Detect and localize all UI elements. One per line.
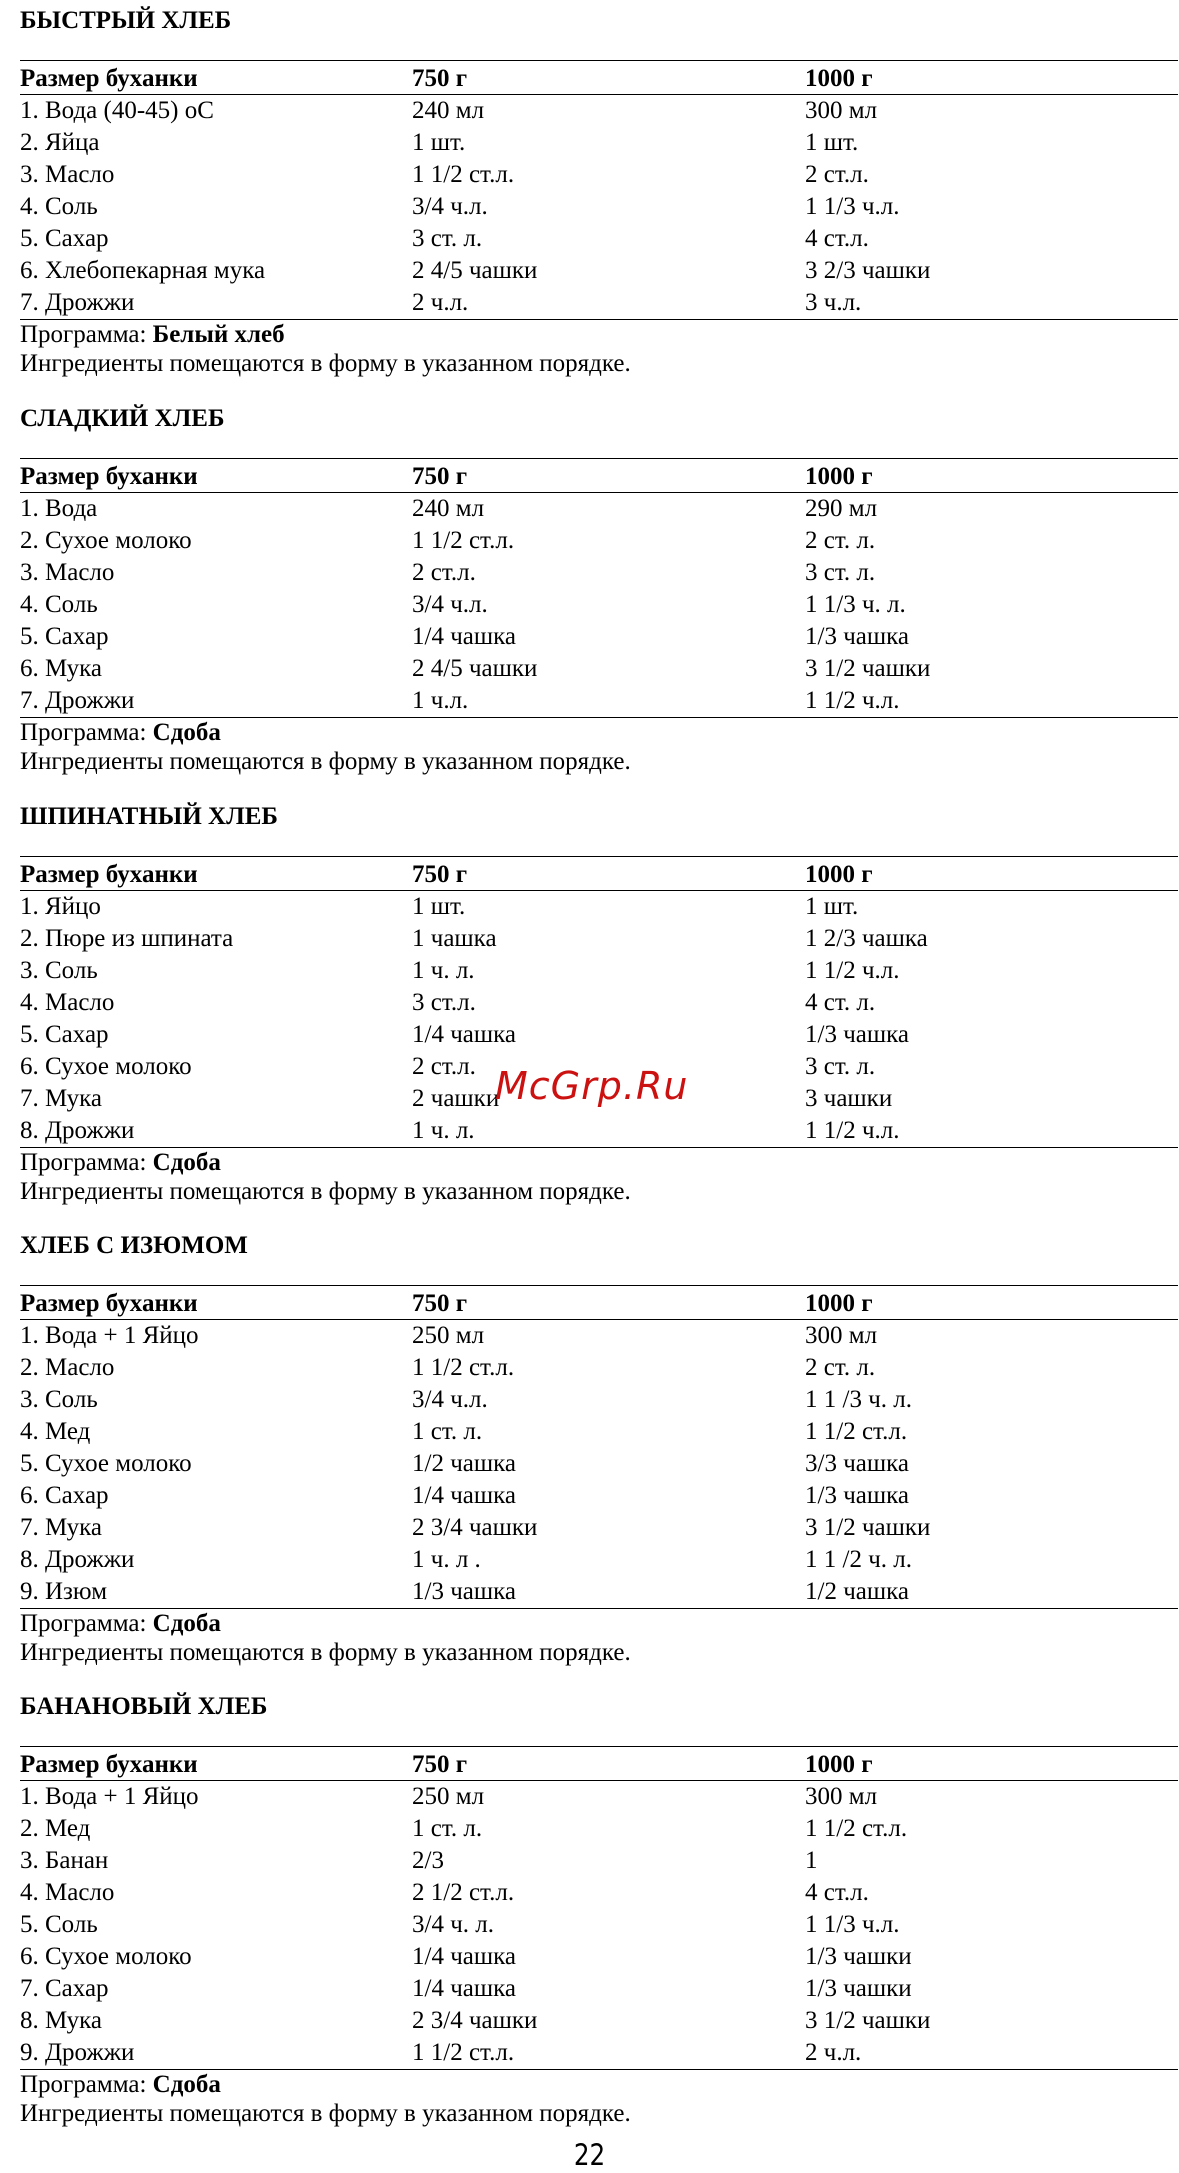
table-cell: 290 мл (805, 495, 878, 522)
table-row (20, 1877, 1178, 1909)
table-cell: 2 ч.л. (805, 2039, 862, 2066)
ingredients-table (20, 60, 1178, 320)
table-cell: 4. Мед (20, 1418, 91, 1445)
table-cell: 3 чашки (805, 1085, 893, 1112)
table-cell: 6. Сухое молоко (20, 1943, 192, 1970)
table-cell: 1 шт. (805, 893, 859, 920)
program-label: Программа: (20, 321, 147, 348)
table-cell: 1/3 чашки (805, 1943, 912, 1970)
table-cell: 3/4 ч.л. (412, 193, 488, 220)
instruction-note: Ингредиенты помещаются в форму в указанном порядке. (20, 748, 631, 775)
table-row (20, 621, 1178, 653)
program-line (20, 1148, 1178, 1177)
table-cell: 1 ч. л. (412, 957, 475, 984)
table-cell: 1 1/2 ст.л. (412, 2039, 515, 2066)
table-cell: 5. Соль (20, 1911, 98, 1938)
table-cell: 1. Вода + 1 Яйцо (20, 1322, 199, 1349)
table-row (20, 1480, 1178, 1512)
table-cell: 1/3 чашки (805, 1975, 912, 2002)
table-row (20, 159, 1178, 191)
table-header-row (20, 857, 1178, 891)
table-row (20, 1512, 1178, 1544)
table-header-cell: 1000 г (805, 463, 873, 490)
recipe-title: БАНАНОВЫЙ ХЛЕБ (20, 1693, 268, 1720)
table-cell: 3 ст. л. (412, 225, 483, 252)
table-cell: 2 ст.л. (412, 1053, 476, 1080)
table-row (20, 1941, 1178, 1973)
recipe-title: СЛАДКИЙ ХЛЕБ (20, 405, 225, 432)
table-row (20, 2005, 1178, 2037)
table-cell: 1/2 чашка (412, 1450, 516, 1477)
table-cell: 300 мл (805, 1783, 878, 1810)
table-header-cell: 750 г (412, 463, 468, 490)
table-cell: 3 ч.л. (805, 289, 862, 316)
table-cell: 5. Сухое молоко (20, 1450, 192, 1477)
table-header-row (20, 1747, 1178, 1781)
table-row (20, 1352, 1178, 1384)
table-cell: 1/3 чашка (805, 1482, 909, 1509)
table-cell: 1 1/2 ст.л. (805, 1815, 908, 1842)
table-cell: 2 чашки (412, 1085, 500, 1112)
table-cell: 1 ст. л. (412, 1418, 483, 1445)
table-cell: 3. Банан (20, 1847, 109, 1874)
recipe-section (20, 1686, 1178, 2128)
table-cell: 1 1 /2 ч. л. (805, 1546, 912, 1573)
table-row (20, 255, 1178, 287)
table-row (20, 891, 1178, 923)
table-header-cell: 750 г (412, 1290, 468, 1317)
table-cell: 9. Изюм (20, 1578, 108, 1605)
table-cell: 3. Соль (20, 1386, 98, 1413)
table-cell: 1 ч. л. (412, 1117, 475, 1144)
table-cell: 3. Соль (20, 957, 98, 984)
table-header-cell: 750 г (412, 861, 468, 888)
table-cell: 4. Соль (20, 193, 98, 220)
table-cell: 1 (805, 1847, 818, 1874)
table-row (20, 1845, 1178, 1877)
table-cell: 6. Сухое молоко (20, 1053, 192, 1080)
table-cell: 1/3 чашка (805, 623, 909, 650)
table-cell: 1 ч.л. (412, 687, 469, 714)
table-row (20, 287, 1178, 319)
table-row (20, 589, 1178, 621)
program-line (20, 718, 1178, 747)
table-cell: 1/4 чашка (412, 1943, 516, 1970)
table-row (20, 653, 1178, 685)
table-row (20, 557, 1178, 589)
table-row (20, 685, 1178, 717)
table-cell: 2 ст. л. (805, 527, 876, 554)
table-cell: 3/4 ч. л. (412, 1911, 494, 1938)
recipe-section (20, 0, 1178, 378)
program-label: Программа: (20, 1149, 147, 1176)
table-cell: 7. Дрожжи (20, 687, 135, 714)
table-cell: 7. Мука (20, 1514, 102, 1541)
table-cell: 6. Мука (20, 655, 102, 682)
table-cell: 1/4 чашка (412, 623, 516, 650)
table-row (20, 1544, 1178, 1576)
table-cell: 250 мл (412, 1783, 485, 1810)
table-cell: 1 1/2 ст.л. (805, 1418, 908, 1445)
table-cell: 1/4 чашка (412, 1021, 516, 1048)
table-cell: 1/4 чашка (412, 1482, 516, 1509)
program-label: Программа: (20, 2071, 147, 2098)
table-header-cell: 750 г (412, 1751, 468, 1778)
table-row (20, 493, 1178, 525)
table-row (20, 987, 1178, 1019)
table-cell: 1 шт. (412, 893, 466, 920)
table-header-cell: 1000 г (805, 1290, 873, 1317)
table-header-row (20, 459, 1178, 493)
table-row (20, 1781, 1178, 1813)
program-line (20, 320, 1178, 349)
table-cell: 300 мл (805, 97, 878, 124)
table-cell: 4. Масло (20, 1879, 115, 1906)
program-label: Программа: (20, 1610, 147, 1637)
table-cell: 3 1/2 чашки (805, 1514, 931, 1541)
table-cell: 1 1/3 ч. л. (805, 591, 906, 618)
ingredients-table (20, 1285, 1178, 1609)
table-cell: 3 2/3 чашки (805, 257, 931, 284)
table-cell: 2 4/5 чашки (412, 655, 538, 682)
recipe-title: БЫСТРЫЙ ХЛЕБ (20, 7, 232, 34)
table-cell: 3/4 ч.л. (412, 591, 488, 618)
table-header-cell: Размер буханки (20, 1751, 198, 1778)
table-cell: 1 шт. (805, 129, 859, 156)
table-header-cell: 1000 г (805, 65, 873, 92)
table-cell: 3 1/2 чашки (805, 2007, 931, 2034)
table-cell: 8. Дрожжи (20, 1546, 135, 1573)
table-header-row (20, 61, 1178, 95)
table-row (20, 1813, 1178, 1845)
table-cell: 7. Дрожжи (20, 289, 135, 316)
program-value: Сдоба (152, 1610, 221, 1637)
table-cell: 2 ст.л. (805, 161, 869, 188)
table-cell: 2/3 (412, 1847, 444, 1874)
table-cell: 2 4/5 чашки (412, 257, 538, 284)
table-cell: 6. Хлебопекарная мука (20, 257, 266, 284)
table-cell: 3 ст.л. (412, 989, 476, 1016)
ingredients-table (20, 458, 1178, 718)
program-line (20, 1609, 1178, 1638)
table-row (20, 191, 1178, 223)
table-cell: 1 1/2 ч.л. (805, 687, 900, 714)
table-cell: 1/3 чашка (805, 1021, 909, 1048)
table-row (20, 1416, 1178, 1448)
table-cell: 4. Соль (20, 591, 98, 618)
table-row (20, 2037, 1178, 2069)
table-cell: 1 1/3 ч.л. (805, 193, 900, 220)
table-row (20, 525, 1178, 557)
table-header-cell: 1000 г (805, 861, 873, 888)
table-cell: 2 3/4 чашки (412, 1514, 538, 1541)
table-header-cell: Размер буханки (20, 861, 198, 888)
table-cell: 250 мл (412, 1322, 485, 1349)
instruction-note: Ингредиенты помещаются в форму в указанном порядке. (20, 1639, 631, 1666)
table-cell: 300 мл (805, 1322, 878, 1349)
table-cell: 8. Дрожжи (20, 1117, 135, 1144)
table-cell: 1 чашка (412, 925, 497, 952)
table-cell: 6. Сахар (20, 1482, 109, 1509)
table-row (20, 95, 1178, 127)
table-cell: 1/2 чашка (805, 1578, 909, 1605)
table-cell: 3 ст. л. (805, 559, 876, 586)
table-cell: 240 мл (412, 495, 485, 522)
table-cell: 1 1/3 ч.л. (805, 1911, 900, 1938)
program-value: Сдоба (152, 719, 221, 746)
table-cell: 1. Вода (40-45) оС (20, 97, 214, 124)
table-header-row (20, 1286, 1178, 1320)
table-cell: 2 3/4 чашки (412, 2007, 538, 2034)
table-row (20, 223, 1178, 255)
table-header-cell: 750 г (412, 65, 468, 92)
table-cell: 8. Мука (20, 2007, 102, 2034)
table-cell: 1 1 /3 ч. л. (805, 1386, 912, 1413)
table-cell: 1. Вода (20, 495, 98, 522)
recipe-section (20, 1225, 1178, 1667)
program-value: Сдоба (152, 1149, 221, 1176)
table-cell: 4 ст. л. (805, 989, 876, 1016)
table-cell: 2 ст.л. (412, 559, 476, 586)
page-number: 22 (573, 2138, 606, 2172)
table-cell: 1 2/3 чашка (805, 925, 928, 952)
table-row (20, 1576, 1178, 1608)
recipe-title: ШПИНАТНЫЙ ХЛЕБ (20, 803, 278, 830)
program-value: Сдоба (152, 2071, 221, 2098)
table-cell: 1 1/2 ч.л. (805, 1117, 900, 1144)
recipe-title: ХЛЕБ С ИЗЮМОМ (20, 1232, 248, 1259)
table-header-cell: Размер буханки (20, 1290, 198, 1317)
recipe-section (20, 796, 1178, 1206)
table-cell: 3/4 ч.л. (412, 1386, 488, 1413)
table-cell: 2 1/2 ст.л. (412, 1879, 515, 1906)
table-row (20, 127, 1178, 159)
table-cell: 4. Масло (20, 989, 115, 1016)
program-label: Программа: (20, 719, 147, 746)
table-cell: 1 ч. л . (412, 1546, 481, 1573)
table-cell: 3 1/2 чашки (805, 655, 931, 682)
table-cell: 2 ч.л. (412, 289, 469, 316)
table-cell: 7. Сахар (20, 1975, 109, 2002)
table-cell: 1 1/2 ст.л. (412, 527, 515, 554)
table-row (20, 1909, 1178, 1941)
table-cell: 5. Сахар (20, 225, 109, 252)
table-cell: 3 ст. л. (805, 1053, 876, 1080)
table-row (20, 955, 1178, 987)
instruction-note: Ингредиенты помещаются в форму в указанном порядке. (20, 2100, 631, 2127)
table-cell: 1. Яйцо (20, 893, 101, 920)
table-cell: 2. Сухое молоко (20, 527, 192, 554)
table-cell: 1. Вода + 1 Яйцо (20, 1783, 199, 1810)
table-header-cell: Размер буханки (20, 463, 198, 490)
table-row (20, 1115, 1178, 1147)
table-cell: 1 ст. л. (412, 1815, 483, 1842)
table-header-cell: 1000 г (805, 1751, 873, 1778)
watermark-text: McGrp.Ru (495, 1064, 689, 1108)
table-cell: 2. Яйца (20, 129, 100, 156)
table-cell: 2. Масло (20, 1354, 115, 1381)
table-cell: 5. Сахар (20, 623, 109, 650)
table-row (20, 1448, 1178, 1480)
table-row (20, 923, 1178, 955)
instruction-note: Ингредиенты помещаются в форму в указанном порядке. (20, 350, 631, 377)
table-cell: 3. Масло (20, 161, 115, 188)
table-row (20, 1019, 1178, 1051)
table-cell: 1 шт. (412, 129, 466, 156)
table-cell: 4 ст.л. (805, 225, 869, 252)
table-cell: 1 1/2 ст.л. (412, 161, 515, 188)
table-cell: 240 мл (412, 97, 485, 124)
table-cell: 9. Дрожжи (20, 2039, 135, 2066)
table-header-cell: Размер буханки (20, 65, 198, 92)
table-cell: 1/4 чашка (412, 1975, 516, 2002)
table-cell: 2 ст. л. (805, 1354, 876, 1381)
instruction-note: Ингредиенты помещаются в форму в указанном порядке. (20, 1178, 631, 1205)
table-cell: 5. Сахар (20, 1021, 109, 1048)
table-cell: 1 1/2 ст.л. (412, 1354, 515, 1381)
table-row (20, 1384, 1178, 1416)
table-cell: 7. Мука (20, 1085, 102, 1112)
table-row (20, 1973, 1178, 2005)
table-cell: 2. Пюре из шпината (20, 925, 234, 952)
table-cell: 3. Масло (20, 559, 115, 586)
recipe-section (20, 398, 1178, 776)
program-value: Белый хлеб (152, 321, 285, 348)
table-cell: 1 1/2 ч.л. (805, 957, 900, 984)
table-cell: 2. Мед (20, 1815, 91, 1842)
table-row (20, 1320, 1178, 1352)
table-cell: 4 ст.л. (805, 1879, 869, 1906)
program-line (20, 2070, 1178, 2099)
ingredients-table (20, 1746, 1178, 2070)
table-cell: 3/3 чашка (805, 1450, 909, 1477)
table-cell: 1/3 чашка (412, 1578, 516, 1605)
